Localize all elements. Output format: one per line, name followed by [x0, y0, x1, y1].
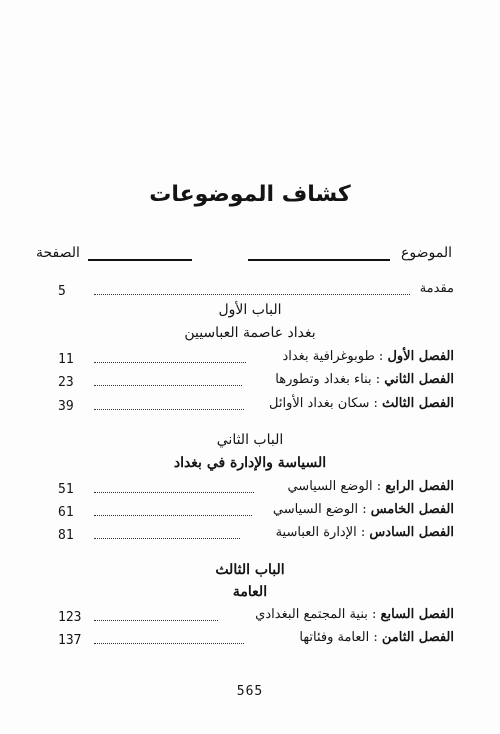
entry-page-number: 51	[58, 482, 74, 497]
toc-entry	[58, 502, 454, 524]
chapter-prefix: الفصل السابع	[380, 607, 454, 622]
entry-page-number: 23	[58, 375, 74, 390]
part-subtitle: العامة	[232, 584, 268, 600]
entry-page-number: 5	[58, 284, 66, 299]
page-column-label: الصفحة	[36, 245, 80, 261]
leader-dots	[94, 294, 410, 295]
chapter-title: بناء بغداد وتطورها	[275, 372, 372, 387]
toc-entry	[58, 479, 454, 501]
leader-dots	[94, 385, 242, 386]
chapter-prefix: الفصل الخامس	[370, 502, 454, 517]
part-subtitle: السياسة والإدارة في بغداد	[173, 455, 327, 471]
part-heading: الباب الثالث	[215, 562, 285, 578]
entry-page-number: 61	[58, 505, 74, 520]
chapter-prefix: الفصل السادس	[369, 525, 454, 540]
chapter-title: بنية المجتمع البغدادي	[255, 607, 368, 622]
toc-entry-intro	[58, 281, 454, 303]
chapter-title: الوضع السياسي	[287, 479, 373, 494]
toc-entry	[58, 607, 454, 629]
page-title: كشاف الموضوعات	[149, 182, 351, 207]
chapter-title: الإدارة العباسية	[275, 525, 357, 540]
chapter-prefix: الفصل الثامن	[381, 630, 454, 645]
entry-page-number: 11	[58, 352, 74, 367]
chapter-prefix: الفصل الثاني	[384, 372, 454, 387]
chapter-title: الوضع السياسي	[272, 502, 359, 517]
toc-entry	[58, 372, 454, 394]
header-rule-left	[88, 259, 192, 261]
toc-entry	[58, 525, 454, 547]
entry-page-number: 123	[58, 610, 82, 625]
leader-dots	[94, 538, 240, 539]
part-heading: الباب الثاني	[216, 432, 284, 448]
header-rule-right	[248, 259, 390, 261]
entry-page-number: 81	[58, 528, 74, 543]
part-subtitle: بغداد عاصمة العباسيين	[184, 325, 316, 341]
leader-dots	[94, 409, 244, 410]
leader-dots	[94, 515, 252, 516]
entry-page-number: 39	[58, 399, 74, 414]
page-number: 565	[236, 684, 264, 699]
leader-dots	[94, 492, 254, 493]
subject-column-label: الموضوع	[401, 245, 452, 261]
leader-dots	[94, 643, 244, 644]
entry-label: الفصل السادس : الإدارة العباسية	[275, 525, 454, 540]
leader-dots	[94, 620, 218, 621]
chapter-prefix: الفصل الرابع	[385, 479, 454, 494]
entry-label: الفصل الثامن : العامة وفئاتها	[299, 630, 454, 645]
entry-label: الفصل الثالث : سكان بغداد الأوائل	[269, 396, 454, 411]
toc-entry	[58, 396, 454, 418]
leader-dots	[94, 362, 246, 363]
entry-label: الفصل السابع : بنية المجتمع البغدادي	[255, 607, 454, 622]
chapter-prefix: الفصل الأول	[387, 349, 454, 364]
toc-entry	[58, 630, 454, 652]
entry-page-number: 137	[58, 633, 82, 648]
chapter-prefix: الفصل الثالث	[382, 396, 454, 411]
chapter-title: طوبوغرافية بغداد	[282, 349, 375, 364]
part-heading: الباب الأول	[218, 302, 282, 318]
entry-label: الفصل الرابع : الوضع السياسي	[287, 479, 454, 494]
index-header	[36, 245, 452, 269]
entry-label: الفصل الثاني : بناء بغداد وتطورها	[275, 372, 454, 387]
entry-label: الفصل الأول : طوبوغرافية بغداد	[282, 349, 454, 364]
entry-label: مقدمة	[419, 281, 454, 296]
entry-label: الفصل الخامس : الوضع السياسي	[272, 502, 454, 517]
chapter-title: سكان بغداد الأوائل	[269, 396, 370, 411]
chapter-title: العامة وفئاتها	[299, 630, 370, 645]
toc-entry	[58, 349, 454, 371]
